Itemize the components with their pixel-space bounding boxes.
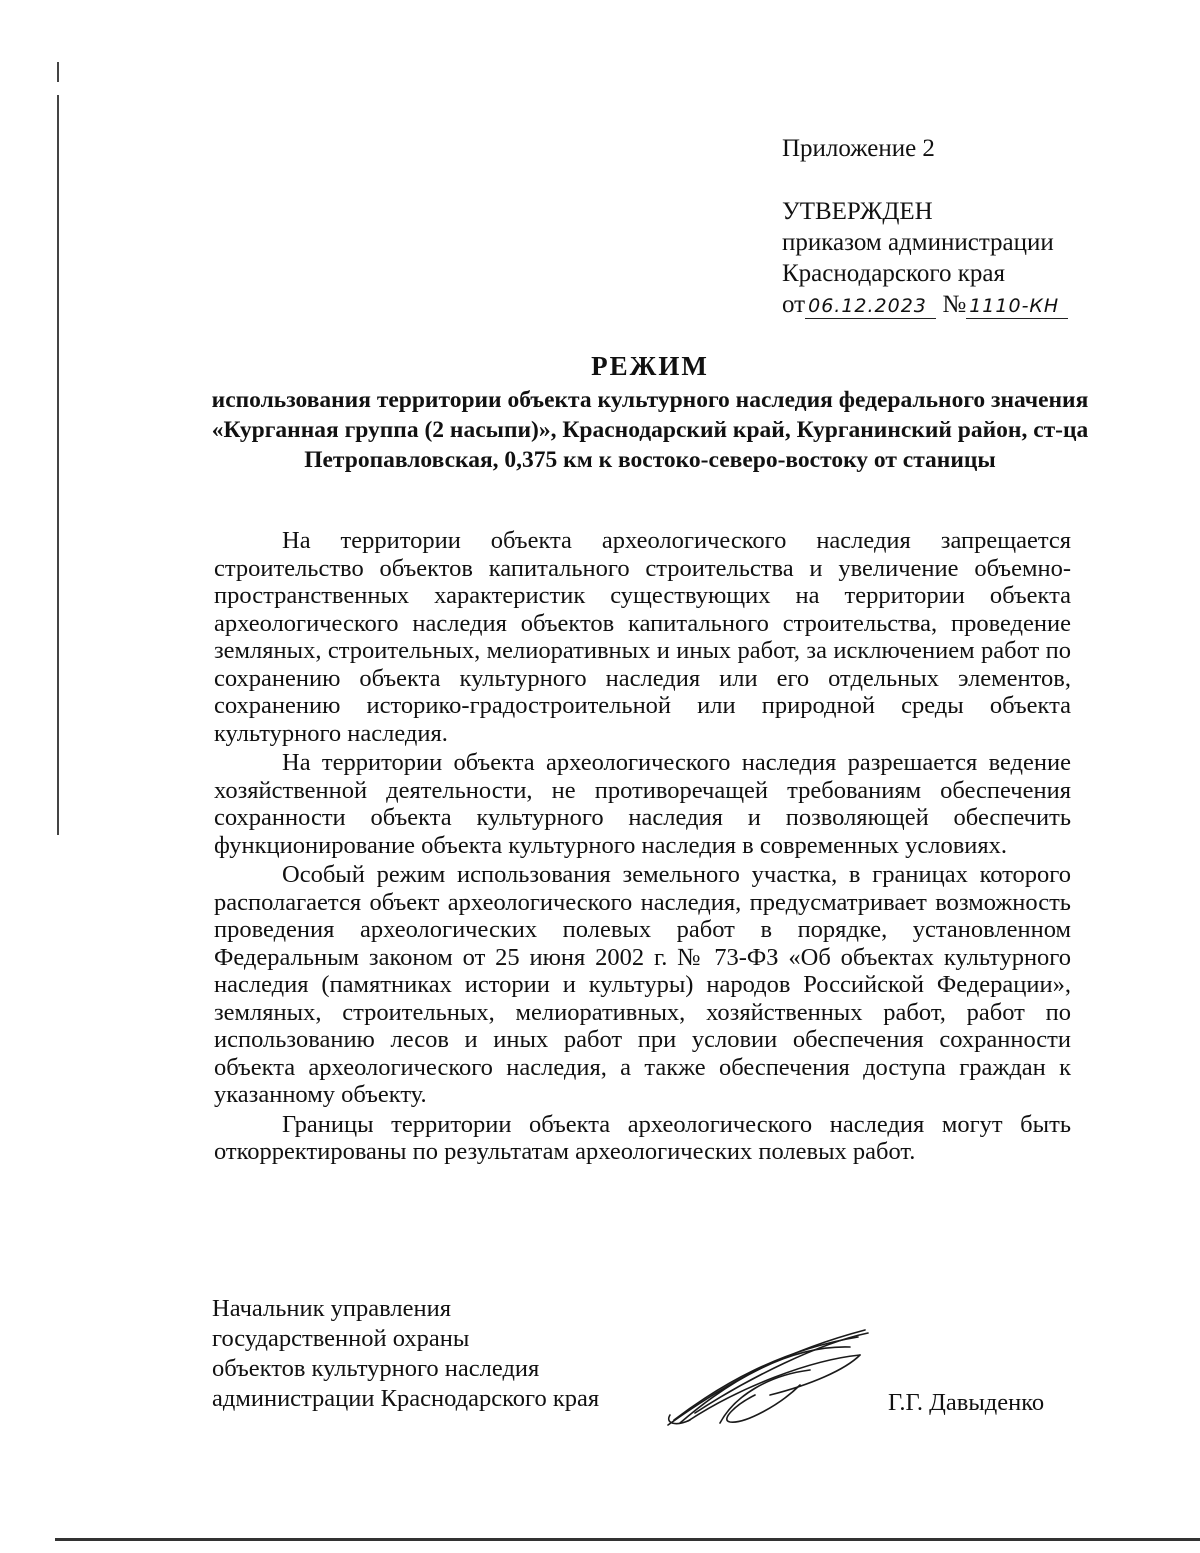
approval-line: приказом администрации (782, 229, 1054, 256)
approval-line: Краснодарского края (782, 260, 1005, 287)
number-prefix: № (942, 291, 967, 318)
position-line: администрации Краснодарского края (212, 1385, 600, 1412)
title-subtitle: использования территории объекта культурного наследия федерального значения «Курганная группа (2 насыпи)», Краснодарский край, Курганинский район, ст-ца Петропавловская, 0,375 км к востоко-северо-востоку от станицы (211, 387, 1089, 473)
position-line: Начальник управления (212, 1295, 451, 1322)
signer-name: Г.Г. Давыденко (888, 1389, 1045, 1416)
body-paragraph: На территории объекта археологического наследия запрещается строительство объектов капитального строительства и увеличение объемно-пространственных характеристик существующих на территории объекта археологического наследия объектов капитального строительства, проведение земляных, строительных, мелиоративных и иных работ, за исключением работ по сохранению объекта культурного наследия или его отдельных элементов, сохранению историко-градостроительной или природной среды объекта культурного наследия. (214, 527, 1071, 747)
document-body (214, 527, 1071, 1168)
signer-position (212, 1294, 599, 1414)
scan-edge-line (57, 95, 59, 835)
appendix-label: Приложение 2 (782, 135, 935, 162)
handwritten-date: 06.12.2023 (805, 294, 936, 319)
body-paragraph: Границы территории объекта археологического наследия могут быть откорректированы по результатам археологических полевых работ. (214, 1110, 1071, 1165)
position-line: государственной охраны (212, 1325, 470, 1352)
approval-date-line (782, 289, 1068, 320)
date-prefix: от (782, 291, 806, 318)
approval-stamp (782, 196, 1068, 320)
handwritten-signature (660, 1325, 875, 1435)
document-title (200, 350, 1100, 475)
title-main: РЕЖИМ (591, 351, 709, 381)
scan-edge-line (57, 62, 59, 82)
scan-bottom-line (55, 1538, 1200, 1541)
approval-heading: УТВЕРЖДЕН (782, 198, 933, 225)
body-paragraph: Особый режим использования земельного участка, в границах которого располагается объект археологического наследия, предусматривает возможность проведения археологических полевых работ в порядке, установленном Федеральным законом от 25 июня 2002 г. № 73-ФЗ «Об объектах культурного наследия (памятниках истории и культуры) народов Российской Федерации», земляных, строительных, мелиоративных, хозяйственных работ, работ по использованию лесов и иных работ при условии обеспечения сохранности объекта археологического наследия, а также обеспечения доступа граждан к указанному объекту. (214, 861, 1071, 1108)
handwritten-number: 1110-КН (966, 294, 1068, 319)
position-line: объектов культурного наследия (212, 1355, 540, 1382)
body-paragraph: На территории объекта археологического наследия разрешается ведение хозяйственной деятельности, не противоречащей требованиям обеспечения сохранности объекта культурного наследия и позволяющей обеспечить функционирование объекта культурного наследия в современных условиях. (214, 749, 1071, 859)
